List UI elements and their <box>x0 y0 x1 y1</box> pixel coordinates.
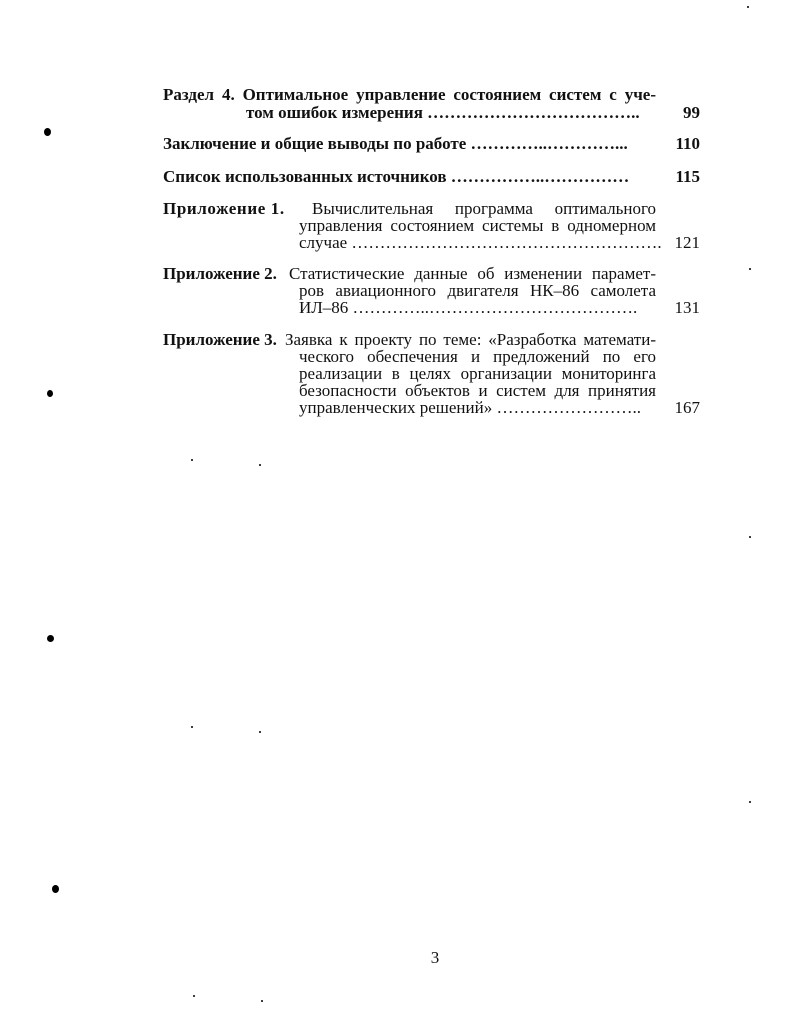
scan-speck <box>191 459 193 461</box>
toc-appendix3-line5: управленческих решений» …………………….. <box>299 398 641 417</box>
scan-speck <box>259 464 261 466</box>
scan-speck <box>261 1000 263 1002</box>
toc-conclusion-text: Заключение и общие выводы по работе …………..…………... <box>163 134 628 153</box>
toc-section4-line2: том ошибок измерения ……………………………….. <box>246 103 640 122</box>
toc-appendix2-line2: ров авиационного двигателя НК–86 самолета <box>299 281 656 300</box>
toc-references-page: 115 <box>675 167 700 186</box>
toc-appendix2-page: 131 <box>674 298 700 317</box>
scan-speck <box>749 801 751 803</box>
scan-speck <box>193 995 195 997</box>
toc-appendix3-page: 167 <box>674 398 700 417</box>
scan-speck <box>47 390 53 397</box>
page-number: 3 <box>430 948 440 967</box>
scan-speck <box>749 536 751 538</box>
toc-appendix1-line3: случае ………………………………………………. <box>299 233 662 252</box>
toc-references-text: Список использованных источников ……………..…………… <box>163 167 630 186</box>
scan-speck <box>191 726 193 728</box>
toc-appendix3-line3: реализации в целях организации мониторинга <box>299 364 656 383</box>
toc-section4-line1: Раздел 4. Оптимальное управление состоянием систем с уче- <box>163 85 656 104</box>
scan-speck <box>52 885 59 893</box>
toc-appendix1-page: 121 <box>674 233 700 252</box>
toc-appendix3-line4: безопасности объектов и систем для принятия <box>299 381 656 400</box>
scan-speck <box>259 731 261 733</box>
toc-appendix1-label: Приложение 1. <box>163 199 285 218</box>
toc-appendix3-label: Приложение 3. <box>163 330 277 349</box>
toc-appendix3-line2: ческого обеспечения и предложений по его <box>299 347 656 366</box>
scan-speck <box>749 268 751 270</box>
toc-appendix3-line1: Заявка к проекту по теме: «Разработка математи- <box>285 330 656 349</box>
toc-appendix1-line2: управления состоянием системы в одномерном <box>299 216 656 235</box>
toc-appendix2-label: Приложение 2. <box>163 264 277 283</box>
toc-appendix2-line3: ИЛ–86 …………..………………………………. <box>299 298 638 317</box>
toc-appendix1-line1: Вычислительная программа оптимального <box>312 199 656 218</box>
toc-section4-page: 99 <box>683 103 700 122</box>
toc-conclusion-page: 110 <box>675 134 700 153</box>
scan-speck <box>747 6 749 8</box>
toc-appendix2-line1: Статистические данные об изменении парамет- <box>289 264 656 283</box>
scan-speck <box>47 635 54 642</box>
scan-speck <box>44 128 51 136</box>
